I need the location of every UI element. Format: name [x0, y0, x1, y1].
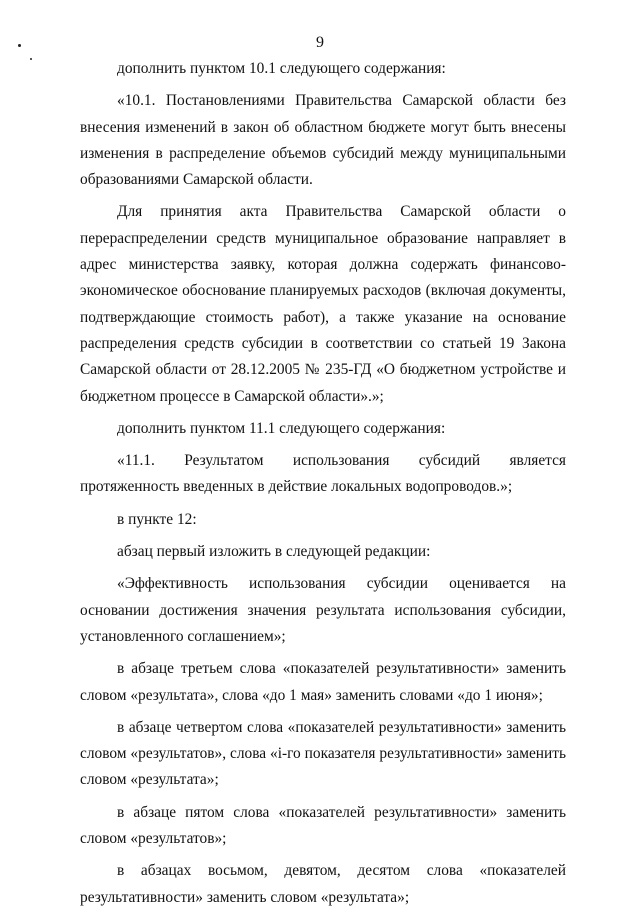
page-number: 9 [316, 34, 324, 51]
paragraph-abzac-fourth: в абзаце четвертом слова «показателей результативности» заменить словом «результатов», слова «i-го показателя результативности» заменить словом «результата»; [80, 718, 566, 789]
scan-speck [30, 58, 32, 60]
paragraph-efficiency: «Эффективность использования субсидии оценивается на основании достижения значения результата использования субсидии, установленного соглашением»; [80, 575, 566, 645]
paragraph-add-10-1: дополнить пунктом 10.1 следующего содержания: [117, 60, 446, 77]
paragraph-first-abzac: абзац первый изложить в следующей редакции: [117, 543, 431, 561]
paragraph-abzac-fifth: в абзаце пятом слова «показателей результативности» заменить словом «результатов»; [80, 803, 566, 848]
paragraph-11-1: «11.1. Результатом использования субсидий является протяженность введенных в действие локальных водопроводов.»; [80, 452, 566, 496]
document-body [80, 56, 566, 911]
paragraph-abzac-8-10: в абзацах восьмом, девятом, десятом слова «показателей результативности» заменить словом «результата»; [80, 862, 566, 906]
paragraph-item-12: в пункте 12: [117, 510, 197, 528]
paragraph-abzac-third: в абзаце третьем слова «показателей результативности» заменить словом «результата», слова «до 1 мая» заменить словами «до 1 июня»; [80, 660, 566, 704]
paragraph-redistribution: Для принятия акта Правительства Самарской области о перераспределении средств муниципальное образование направляет в адрес министерства заявку, которая должна содержать финансово-экономическое обоснование планируемых расходов (включая документы, подтверждающие стоимость работ), а также указание на основание распределения средств субсидии в соответствии со статьей 19 Закона Самарской области от 28.12.2005 № 235-ГД «О бюджетном устройстве и бюджетном процессе в Самарской области».»; [80, 203, 566, 405]
paragraph-add-11-1: дополнить пунктом 11.1 следующего содержания: [117, 419, 446, 437]
paragraph-10-1: «10.1. Постановлениями Правительства Самарской области без внесения изменений в закон об областном бюджете могут быть внесены изменения в распределение объемов субсидий между муниципальными образованиями Самарской области. [80, 92, 566, 189]
